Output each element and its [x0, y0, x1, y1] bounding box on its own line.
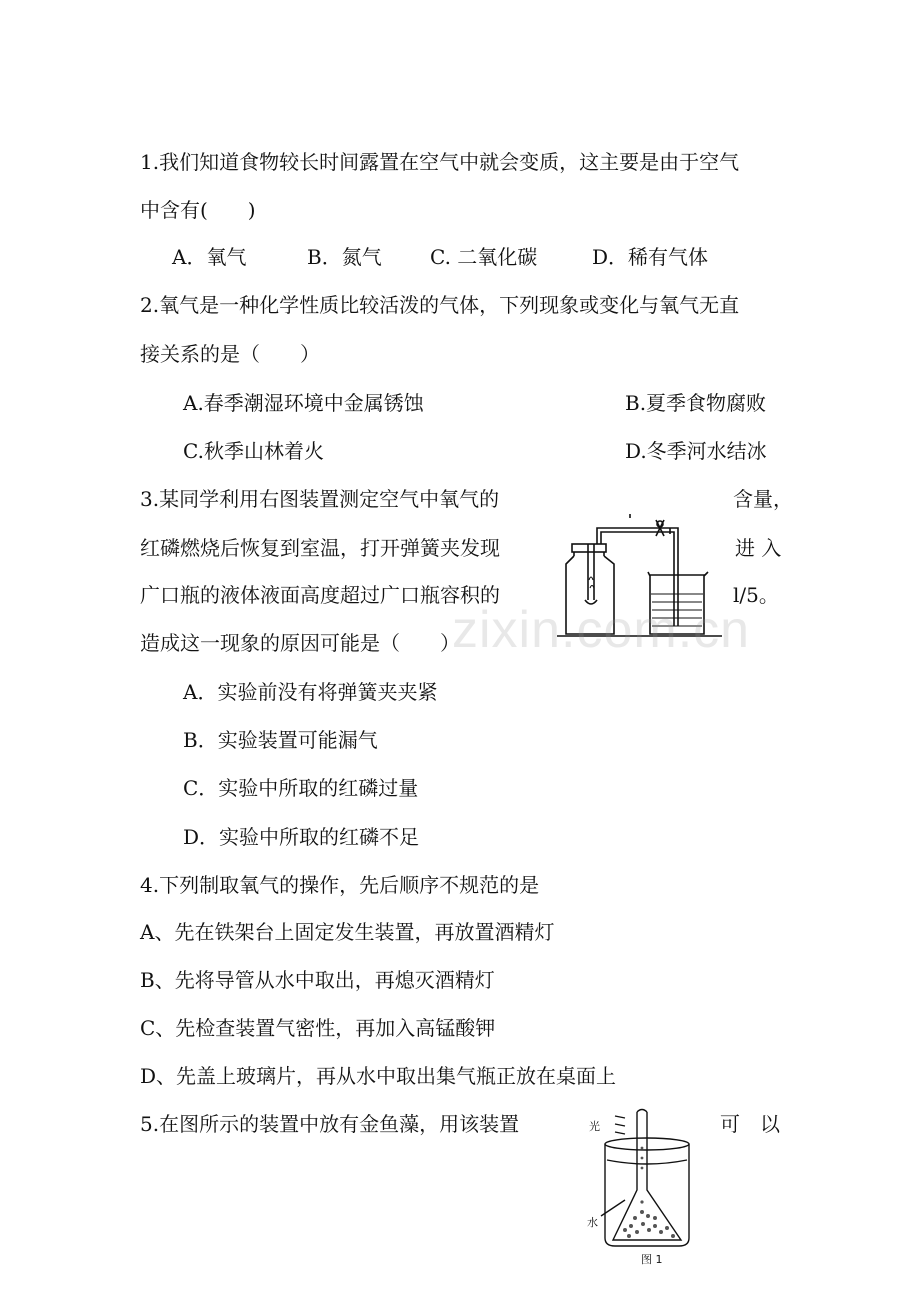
- q4-stem: 4.下列制取氧气的操作，先后顺序不规范的是: [140, 873, 540, 897]
- light-label: 光: [589, 1120, 600, 1133]
- q3-stem-line3-right: l/5。: [733, 583, 779, 607]
- q2-option-a: A.春季潮湿环境中金属锈蚀: [183, 391, 424, 415]
- q3-option-d: D．实验中所取的红磷不足: [183, 825, 420, 849]
- q1-option-b: B．氮气: [307, 245, 382, 269]
- q1-stem-line1: 1.我们知道食物较长时间露置在空气中就会变质，这主要是由于空气: [140, 150, 740, 174]
- q2-option-c: C.秋季山林着火: [183, 439, 324, 463]
- q4-option-b: B、先将导管从水中取出，再熄灭酒精灯: [140, 968, 495, 992]
- watermark: zixin.com.cn: [452, 601, 751, 659]
- q3-stem-line1-left: 3.某同学利用右图装置测定空气中氧气的: [140, 487, 500, 511]
- q3-stem-line1-right: 含量，: [733, 487, 793, 511]
- q5-apparatus-figure: [585, 1108, 705, 1268]
- q4-option-d: D、先盖上玻璃片，再从水中取出集气瓶正放在桌面上: [140, 1064, 617, 1088]
- water-label: 水: [587, 1216, 598, 1229]
- q5-stem-line1-right: 可 以: [720, 1112, 780, 1136]
- q4-option-c: C、先检查装置气密性，再加入高锰酸钾: [140, 1016, 496, 1040]
- q3-option-c: C．实验中所取的红磷过量: [183, 776, 419, 800]
- q1-stem-line2: 中含有( ): [140, 198, 256, 222]
- q1-option-c: C. 二氧化碳: [430, 245, 538, 269]
- figure-caption: 图 1: [641, 1253, 663, 1266]
- q1-option-d: D．稀有气体: [592, 245, 709, 269]
- q3-option-a: A．实验前没有将弹簧夹夹紧: [183, 680, 438, 704]
- q2-stem-line1: 2.氧气是一种化学性质比较活泼的气体，下列现象或变化与氧气无直: [140, 293, 740, 317]
- q3-stem-line2-left: 红磷燃烧后恢复到室温，打开弹簧夹发现: [140, 536, 500, 560]
- q4-option-a: A、先在铁架台上固定发生装置，再放置酒精灯: [140, 920, 555, 944]
- q3-stem-line3-left: 广口瓶的液体液面高度超过广口瓶容积的: [140, 583, 500, 607]
- q3-stem-line2-right: 进 入: [735, 536, 782, 560]
- q2-option-d: D.冬季河水结冰: [625, 439, 767, 463]
- q3-stem-line4: 造成这一现象的原因可能是（ ）: [140, 631, 460, 655]
- q3-option-b: B．实验装置可能漏气: [183, 728, 378, 752]
- q2-option-b: B.夏季食物腐败: [625, 391, 767, 415]
- q5-stem-line1-left: 5.在图所示的装置中放有金鱼藻，用该装置: [140, 1112, 520, 1136]
- q1-option-a: A．氧气: [172, 245, 247, 269]
- q2-stem-line2: 接关系的是（ ）: [140, 342, 320, 366]
